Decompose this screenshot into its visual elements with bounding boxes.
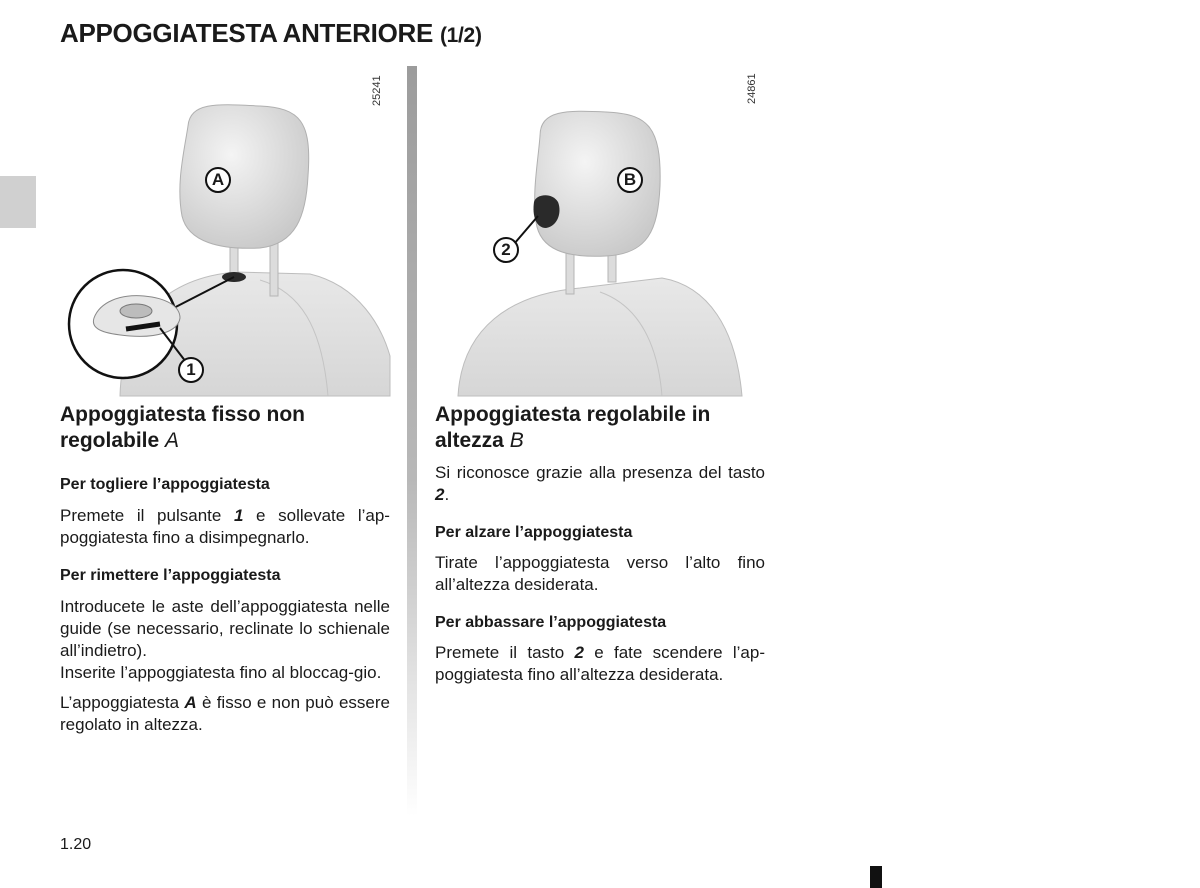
recognition-part: .	[444, 485, 450, 504]
lower-headrest-title: Per abbassare l’appoggiatesta	[435, 614, 667, 631]
label-b-bubble: B	[623, 170, 637, 189]
right-heading-letter: B	[509, 429, 524, 452]
remove-headrest-text	[60, 505, 390, 549]
right-heading	[435, 402, 765, 454]
fixed-note	[60, 692, 390, 736]
label-a-bubble: A	[211, 170, 225, 189]
page-number: 1.20	[60, 836, 92, 853]
fixed-note-part: L’appoggiatesta	[60, 693, 180, 712]
button-ref: 1	[233, 506, 244, 525]
button-ref: 2	[574, 643, 584, 662]
remove-headrest-title: Per togliere l’appoggiatesta	[60, 476, 270, 493]
recognition-text	[435, 462, 765, 506]
lower-text-part: e fate scendere l’ap-poggiatesta fino all’altezza desiderata.	[435, 643, 765, 684]
refit-headrest-title: Per rimettere l’appoggiatesta	[60, 567, 281, 584]
left-heading	[60, 402, 390, 454]
column-divider	[407, 66, 417, 816]
page-title-text: APPOGGIATESTA ANTERIORE	[60, 18, 434, 48]
raise-instructions: Tirate l’appoggiatesta verso l’alto fino all’altezza desiderata.	[435, 553, 765, 594]
label-1-bubble: 1	[186, 360, 196, 379]
section-tab	[0, 176, 36, 228]
raise-headrest-title: Per alzare l’appoggiatesta	[435, 524, 633, 541]
recognition-part: Si riconosce grazie alla presenza del tasto	[435, 463, 765, 482]
label-2-bubble: 2	[501, 240, 511, 259]
figure-number-left: 25241	[371, 75, 383, 106]
left-column	[60, 402, 390, 736]
lower-instructions	[435, 642, 765, 686]
headrest-ref: A	[184, 693, 197, 712]
page-edge-mark	[870, 866, 882, 888]
refit-lock-text: Inserite l’appoggiatesta fino al bloccag-gio.	[60, 663, 382, 682]
remove-text-part: Premete il pulsante	[60, 506, 222, 525]
page-title	[60, 18, 482, 49]
button-ref: 2	[435, 485, 445, 504]
figure-adjustable-headrest	[440, 66, 772, 398]
remove-text-part: e sollevate l’ap-poggiatesta fino a disimpegnarlo.	[60, 506, 390, 547]
right-column	[435, 402, 765, 686]
figure-fixed-headrest	[60, 66, 392, 398]
fixed-note-part: è fisso e non può essere regolato in altezza.	[60, 693, 390, 734]
left-heading-letter: A	[165, 429, 180, 452]
page-title-part: (1/2)	[439, 24, 482, 47]
left-heading-text: Appoggiatesta fisso non regolabile	[60, 403, 306, 452]
refit-instructions: Introducete le aste dell’appoggiatesta nelle guide (se necessario, reclinate lo schienale all’indietro).	[60, 597, 390, 660]
right-heading-text: Appoggiatesta regolabile in altezza	[435, 403, 711, 452]
lower-text-part: Premete il tasto	[435, 643, 565, 662]
figure-number-right: 24861	[746, 73, 758, 104]
